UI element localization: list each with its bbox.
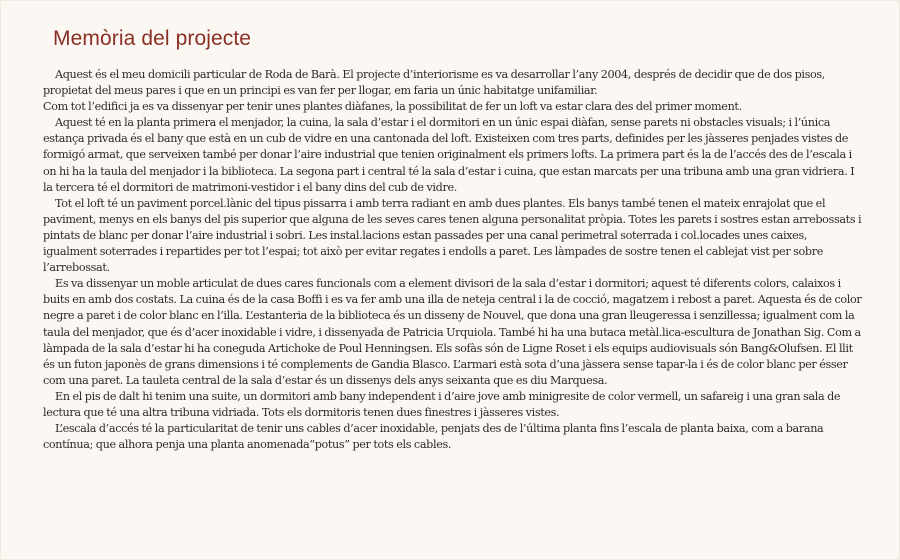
paragraph-stairs: L’escala d’accés té la particularitat de tenir uns cables d’acer inoxidable, penjats des de l’última planta fins l’escala de planta baixa, com a barana contínua; que alhora penja una planta anomenada“potus” per tots els cables.: [43, 422, 824, 452]
paragraph-first-floor: Aquest té en la planta primera el menjador, la cuina, la sala d’estar i el dormitori en un únic espai diàfan, sense parets ni obstacles visuals; i l’única estança privada és el bany que està en un cub de vidre en una cantonada del loft. Existeixen com tres parts, definides per les jàsseres penjades vistes de formigó armat, que serveixen també per donar l’aire industrial que tenien originalment els primers lofts. La primera part és la de l’accés des de l’escala i on hi ha la taula del menjador i la biblioteca. La segona part i central té la sala d’estar i cuina, que estan marcats per una tribuna amb una gran vidriera. I la tercera té el dormitori de matrimoni-vestidor i el bany dins del cub de vidre.: [43, 116, 855, 194]
paragraph-flooring: Tot el loft té un paviment porcel.lànic del tipus pissarra i amb terra radiant en amb dues plantes. Els banys també tenen el mateix enrajolat que el paviment, menys en els banys del pis superior que alguna de les seves cares tenen alguna personalitat pròpia. Totes les parets i sostres estan arrebossats i pintats de blanc per donar l’aire industrial i sobri. Les instal.lacions estan passades per una canal perimetral soterrada i col.locades unes caixes, igualment soterrades i repartides per tot l’espai; tot això per evitar regates i endolls a paret. Les làmpades de sostre tenen el cablejat vist per sobre l’arrebossat.: [43, 196, 862, 275]
project-description: [43, 67, 863, 453]
paragraph-furniture: Es va dissenyar un moble articulat de dues cares funcionals com a element divisori de la sala d’estar i dormitori; aquest té diferents colors, calaixos i buits en amb dos costats. La cuina és de la casa Boffi i es va fer amb una illa de neteja central i la de cocció, magatzem i rebost a paret. Aquesta és de color negre a paret i de color blanc en l’illa. L’estanteria de la biblioteca és un disseny de Nouvel, que dona una gran lleugeressa i senzillessa; igualment com la taula del menjador, que és d’acer inoxidable i vidre, i dissenyada de Patricia Urquiola. També hi ha una butaca metàl.lica-escultura de Jonathan Sig. Com a làmpada de la sala d’estar hi ha coneguda Artichoke de Poul Henningsen. Els sofàs són de Ligne Roset i els equips audiovisuals són Bang&Olufsen. El llit és un futon japonès de grans dimensions i té complements de Gandia Blasco. L’armari està sota d’una jàssera sense tapar-la i és de color blanc per ésser com una paret. La tauleta central de la sala d’estar és un dissenys dels anys seixanta que es diu Marquesa.: [43, 277, 862, 387]
page-title: Memòria del projecte: [53, 27, 252, 50]
paragraph-building: Com tot l’edifici ja es va dissenyar per tenir unes plantes diàfanes, la possibilitat de fer un loft va estar clara des del primer moment.: [43, 100, 742, 114]
paragraph-upper-floor: En el pis de dalt hi tenim una suite, un dormitori amb bany independent i d’aire jove amb minigresite de color vermell, un safareig i una gran sala de lectura que té una altra tribuna vidriada. Tots els dormitoris tenen dues finestres i jàsseres vistes.: [43, 389, 841, 419]
paragraph-intro: Aquest és el meu domicili particular de Roda de Barà. El projecte d’interiorisme es va desarrollar l’any 2004, després de decidir que de dos pisos, propietat del meus pares i que en un principi es van fer per llogar, em faria un únic habitatge unifamiliar.: [43, 68, 825, 98]
